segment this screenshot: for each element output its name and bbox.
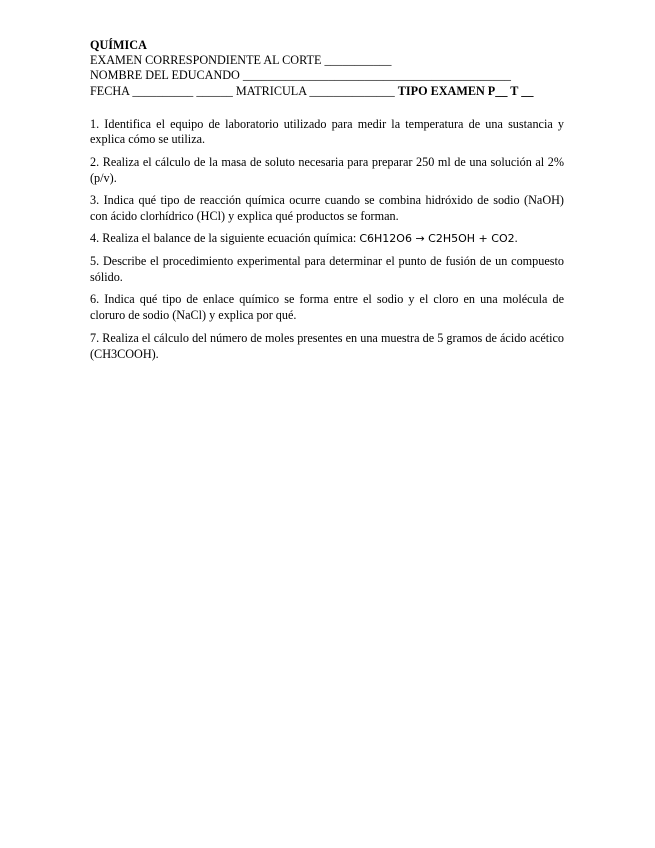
date-id-type-line <box>90 84 564 99</box>
question-7: 7. Realiza el cálculo del número de moles presentes en una muestra de 5 gramos de ácido acético (CH3COOH). <box>90 331 564 361</box>
question-1: 1. Identifica el equipo de laboratorio utilizado para medir la temperatura de una sustancia y explica cómo se utiliza. <box>90 116 564 147</box>
exam-page <box>90 38 564 370</box>
exam-period-line: EXAMEN CORRESPONDIENTE AL CORTE ___________ <box>90 53 392 68</box>
question-4-suffix: . <box>514 231 518 246</box>
document-title: QUÍMICA <box>90 38 147 52</box>
question-4 <box>90 231 564 247</box>
exam-type-text: TIPO EXAMEN P__ T __ <box>397 83 534 98</box>
date-id-text: FECHA __________ ______ MATRICULA ______________ <box>90 83 398 98</box>
chemical-equation: C6H12O6 → C2H5OH + CO2 <box>359 232 515 246</box>
question-3: 3. Indica qué tipo de reacción química ocurre cuando se combina hidróxido de sodio (NaOH) con ácido clorhídrico (HCl) y explica qué productos se forman. <box>90 193 564 223</box>
header-spacer <box>90 99 564 117</box>
student-name-line: NOMBRE DEL EDUCANDO ____________________________________________ <box>90 68 512 83</box>
question-5: 5. Describe el procedimiento experimental para determinar el punto de fusión de un compuesto sólido. <box>90 253 564 284</box>
question-4-text: 4. Realiza el balance de la siguiente ecuación química: <box>90 231 360 246</box>
question-2: 2. Realiza el cálculo de la masa de soluto necesaria para preparar 250 ml de una solución al 2% (p/v). <box>90 155 564 185</box>
question-6: 6. Indica qué tipo de enlace químico se forma entre el sodio y el cloro en una molécula de cloruro de sodio (NaCl) y explica por qué. <box>90 292 564 322</box>
